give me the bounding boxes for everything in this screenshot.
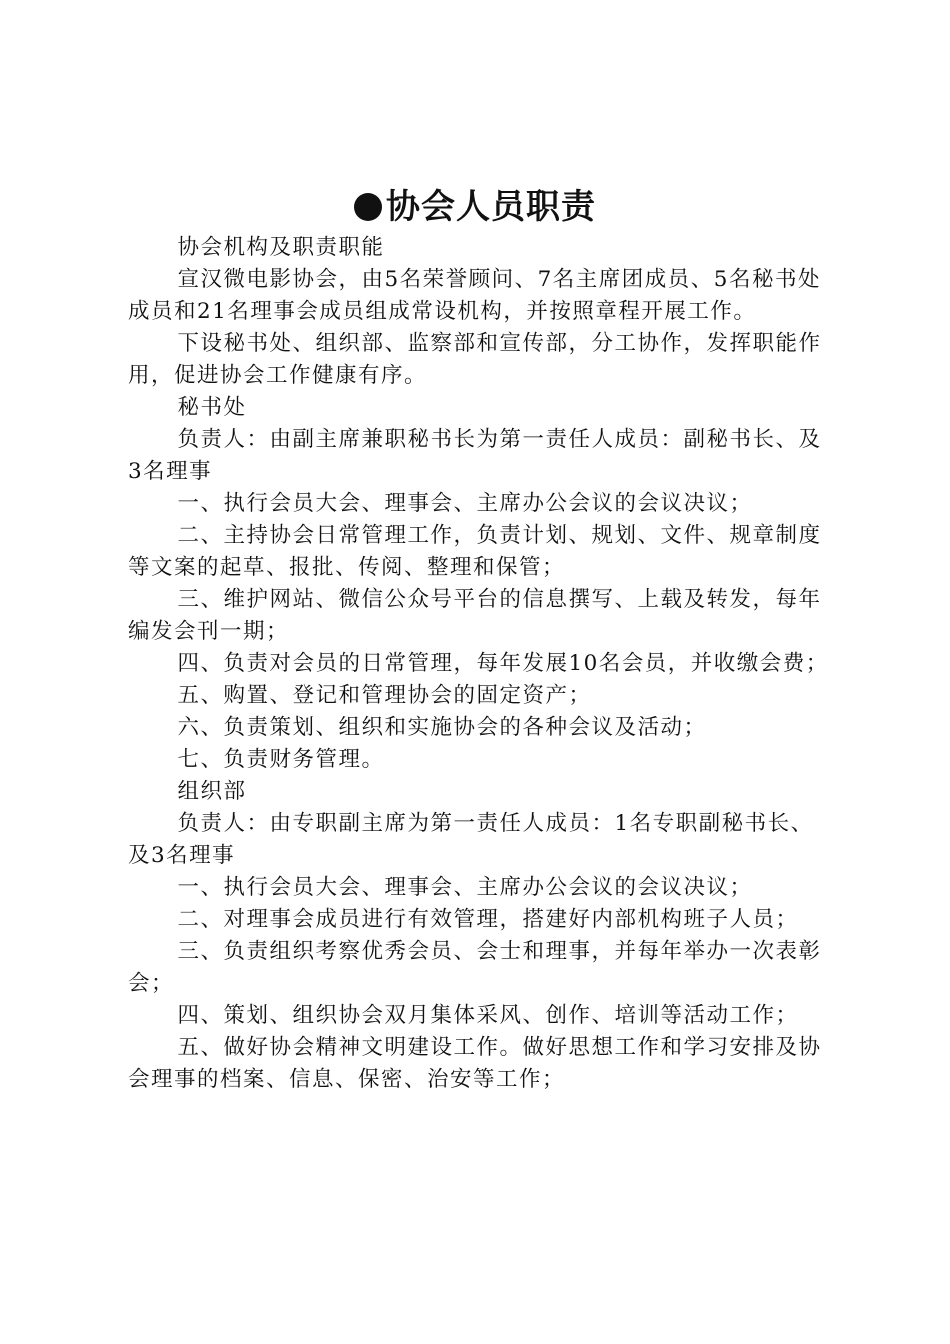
paragraph: 宣汉微电影协会，由5名荣誉顾问、7名主席团成员、5名秘书处成员和21名理事会成员组成常设机构，并按照章程开展工作。 [128, 267, 821, 324]
list-item: 四、策划、组织协会双月集体采风、创作、培训等活动工作； [177, 1003, 799, 1028]
list-item: 一、执行会员大会、理事会、主席办公会议的会议决议； [177, 875, 753, 900]
list-item: 五、购置、登记和管理协会的固定资产； [177, 683, 592, 708]
list-item: 一、执行会员大会、理事会、主席办公会议的会议决议； [177, 491, 753, 516]
section-heading: 组织部 [177, 779, 247, 804]
list-item: 五、做好协会精神文明建设工作。做好思想工作和学习安排及协会理事的档案、信息、保密、治安等工作； [128, 1035, 822, 1092]
list-item: 七、负责财务管理。 [177, 747, 385, 772]
paragraph: 下设秘书处、组织部、监察部和宣传部，分工协作，发挥职能作用，促进协会工作健康有序。 [128, 331, 822, 388]
list-item: 二、主持协会日常管理工作，负责计划、规划、文件、规章制度等文案的起草、报批、传阅、整理和保管； [128, 523, 822, 580]
filled-circle-icon [354, 193, 382, 221]
section-heading: 协会机构及职责职能 [177, 235, 385, 260]
title-text: 协会人员职责 [386, 187, 596, 227]
list-item: 六、负责策划、组织和实施协会的各种会议及活动； [177, 715, 707, 740]
paragraph: 负责人：由专职副主席为第一责任人成员：1名专职副秘书长、及3名理事 [128, 811, 814, 868]
list-item: 二、对理事会成员进行有效管理，搭建好内部机构班子人员； [177, 907, 799, 932]
document-body [128, 232, 833, 1096]
section-heading: 秘书处 [177, 395, 247, 420]
paragraph: 负责人：由副主席兼职秘书长为第一责任人成员：副秘书长、及3名理事 [128, 427, 822, 484]
list-item: 四、负责对会员的日常管理，每年发展10名会员，并收缴会费； [177, 651, 829, 676]
list-item: 三、负责组织考察优秀会员、会士和理事，并每年举办一次表彰会； [128, 939, 822, 996]
page-title [0, 183, 950, 231]
list-item: 三、维护网站、微信公众号平台的信息撰写、上载及转发，每年编发会刊一期； [128, 587, 822, 644]
